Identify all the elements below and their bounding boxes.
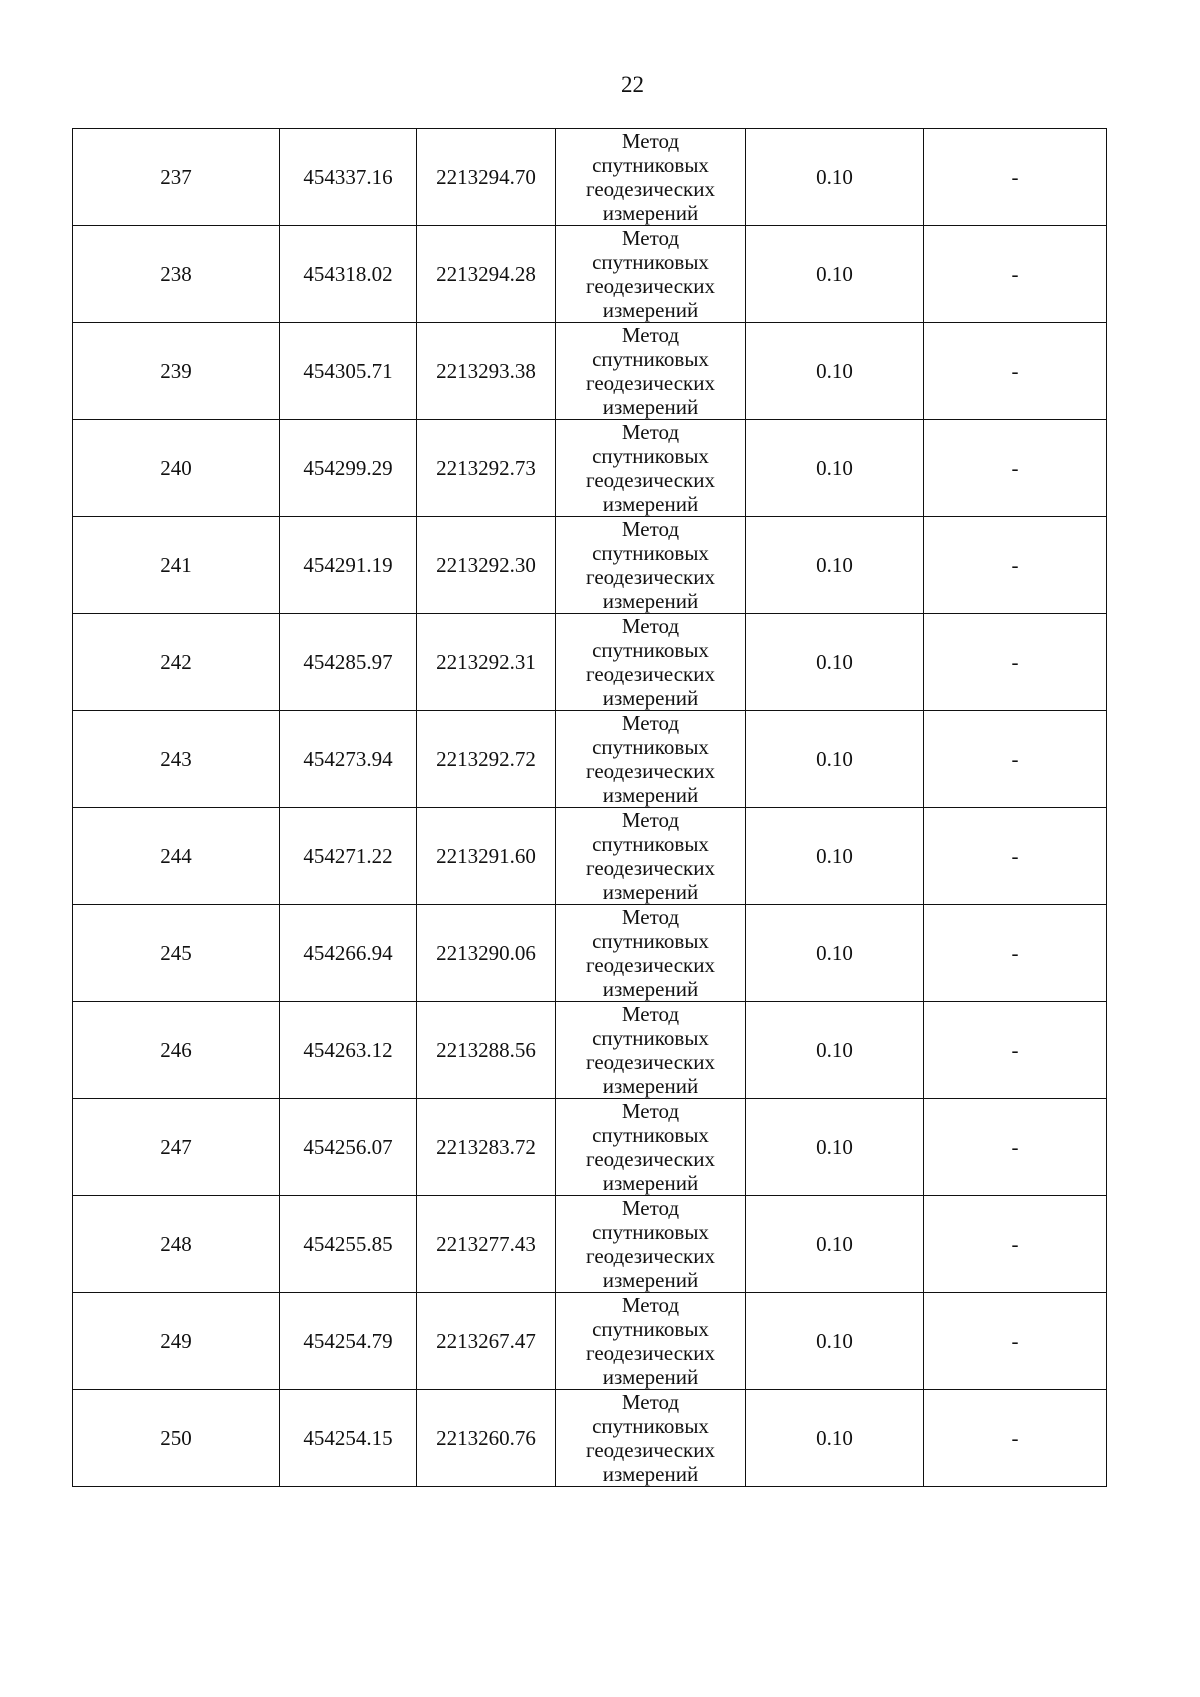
x-coordinate-cell: 454337.16 xyxy=(280,129,417,226)
note-cell: - xyxy=(924,711,1107,808)
accuracy-cell: 0.10 xyxy=(746,711,924,808)
method-text-line: Метод xyxy=(621,1099,680,1123)
method-text-line: геодезических xyxy=(585,1244,715,1268)
method-text-line: геодезических xyxy=(585,856,715,880)
method-text-line: Метод xyxy=(621,711,680,735)
coordinates-table-body xyxy=(73,129,1107,1487)
x-coordinate-cell: 454263.12 xyxy=(280,1002,417,1099)
note-cell: - xyxy=(924,1293,1107,1390)
y-coordinate-cell: 2213288.56 xyxy=(417,1002,556,1099)
y-coordinate-cell: 2213292.30 xyxy=(417,517,556,614)
table-row xyxy=(73,1390,1107,1487)
method-cell xyxy=(556,226,746,323)
accuracy-cell: 0.10 xyxy=(746,129,924,226)
y-coordinate-cell: 2213283.72 xyxy=(417,1099,556,1196)
point-number-cell: 240 xyxy=(73,420,280,517)
accuracy-cell: 0.10 xyxy=(746,323,924,420)
method-text-line: измерений xyxy=(602,589,699,613)
method-text-line: Метод xyxy=(621,517,680,541)
method-cell xyxy=(556,517,746,614)
note-cell: - xyxy=(924,323,1107,420)
y-coordinate-cell: 2213293.38 xyxy=(417,323,556,420)
method-text-line: геодезических xyxy=(585,759,715,783)
method-text-line: измерений xyxy=(602,298,699,322)
method-text-line: спутниковых xyxy=(592,1123,709,1147)
x-coordinate-cell: 454255.85 xyxy=(280,1196,417,1293)
y-coordinate-cell: 2213294.70 xyxy=(417,129,556,226)
note-cell: - xyxy=(924,517,1107,614)
table-row xyxy=(73,129,1107,226)
point-number-cell: 250 xyxy=(73,1390,280,1487)
method-cell xyxy=(556,129,746,226)
point-number-cell: 243 xyxy=(73,711,280,808)
table-row xyxy=(73,905,1107,1002)
y-coordinate-cell: 2213294.28 xyxy=(417,226,556,323)
method-cell xyxy=(556,420,746,517)
method-cell xyxy=(556,1390,746,1487)
y-coordinate-cell: 2213292.73 xyxy=(417,420,556,517)
method-text-line: спутниковых xyxy=(592,1026,709,1050)
x-coordinate-cell: 454273.94 xyxy=(280,711,417,808)
y-coordinate-cell: 2213277.43 xyxy=(417,1196,556,1293)
method-cell xyxy=(556,1196,746,1293)
method-text-line: измерений xyxy=(602,686,699,710)
accuracy-cell: 0.10 xyxy=(746,1002,924,1099)
note-cell: - xyxy=(924,808,1107,905)
method-text-line: Метод xyxy=(621,1002,680,1026)
point-number-cell: 248 xyxy=(73,1196,280,1293)
point-number-cell: 245 xyxy=(73,905,280,1002)
method-text-line: Метод xyxy=(621,1390,680,1414)
x-coordinate-cell: 454285.97 xyxy=(280,614,417,711)
method-text-line: спутниковых xyxy=(592,153,709,177)
point-number-cell: 238 xyxy=(73,226,280,323)
method-text-line: Метод xyxy=(621,905,680,929)
method-cell xyxy=(556,614,746,711)
point-number-cell: 247 xyxy=(73,1099,280,1196)
method-text-line: геодезических xyxy=(585,565,715,589)
table-row xyxy=(73,614,1107,711)
y-coordinate-cell: 2213292.72 xyxy=(417,711,556,808)
method-text-line: геодезических xyxy=(585,468,715,492)
x-coordinate-cell: 454256.07 xyxy=(280,1099,417,1196)
method-text-line: Метод xyxy=(621,1196,680,1220)
method-cell xyxy=(556,1293,746,1390)
x-coordinate-cell: 454291.19 xyxy=(280,517,417,614)
method-cell xyxy=(556,808,746,905)
method-text-line: Метод xyxy=(621,226,680,250)
method-text-line: геодезических xyxy=(585,662,715,686)
point-number-cell: 241 xyxy=(73,517,280,614)
x-coordinate-cell: 454254.79 xyxy=(280,1293,417,1390)
note-cell: - xyxy=(924,614,1107,711)
table-row xyxy=(73,420,1107,517)
table-row xyxy=(73,711,1107,808)
method-text-line: геодезических xyxy=(585,274,715,298)
note-cell: - xyxy=(924,1002,1107,1099)
method-text-line: Метод xyxy=(621,129,680,153)
method-text-line: геодезических xyxy=(585,1050,715,1074)
note-cell: - xyxy=(924,1196,1107,1293)
accuracy-cell: 0.10 xyxy=(746,1196,924,1293)
point-number-cell: 239 xyxy=(73,323,280,420)
table-row xyxy=(73,323,1107,420)
method-text-line: Метод xyxy=(621,614,680,638)
coordinates-table xyxy=(72,128,1107,1487)
accuracy-cell: 0.10 xyxy=(746,226,924,323)
method-text-line: измерений xyxy=(602,977,699,1001)
point-number-cell: 249 xyxy=(73,1293,280,1390)
y-coordinate-cell: 2213290.06 xyxy=(417,905,556,1002)
note-cell: - xyxy=(924,226,1107,323)
method-text-line: Метод xyxy=(621,323,680,347)
method-text-line: геодезических xyxy=(585,1147,715,1171)
point-number-cell: 237 xyxy=(73,129,280,226)
method-text-line: измерений xyxy=(602,1074,699,1098)
table-row xyxy=(73,517,1107,614)
method-text-line: спутниковых xyxy=(592,444,709,468)
note-cell: - xyxy=(924,1390,1107,1487)
note-cell: - xyxy=(924,129,1107,226)
method-text-line: Метод xyxy=(621,1293,680,1317)
table-row xyxy=(73,1099,1107,1196)
accuracy-cell: 0.10 xyxy=(746,808,924,905)
method-text-line: измерений xyxy=(602,492,699,516)
method-text-line: измерений xyxy=(602,880,699,904)
method-text-line: геодезических xyxy=(585,177,715,201)
accuracy-cell: 0.10 xyxy=(746,614,924,711)
accuracy-cell: 0.10 xyxy=(746,905,924,1002)
method-cell xyxy=(556,1002,746,1099)
x-coordinate-cell: 454271.22 xyxy=(280,808,417,905)
method-text-line: измерений xyxy=(602,1171,699,1195)
method-text-line: спутниковых xyxy=(592,929,709,953)
note-cell: - xyxy=(924,420,1107,517)
method-cell xyxy=(556,1099,746,1196)
accuracy-cell: 0.10 xyxy=(746,1390,924,1487)
method-cell xyxy=(556,711,746,808)
x-coordinate-cell: 454254.15 xyxy=(280,1390,417,1487)
point-number-cell: 246 xyxy=(73,1002,280,1099)
method-text-line: спутниковых xyxy=(592,638,709,662)
page-number: 22 xyxy=(621,72,644,97)
table-row xyxy=(73,226,1107,323)
method-text-line: спутниковых xyxy=(592,832,709,856)
accuracy-cell: 0.10 xyxy=(746,420,924,517)
y-coordinate-cell: 2213267.47 xyxy=(417,1293,556,1390)
y-coordinate-cell: 2213260.76 xyxy=(417,1390,556,1487)
method-text-line: спутниковых xyxy=(592,735,709,759)
table-row xyxy=(73,1196,1107,1293)
method-text-line: спутниковых xyxy=(592,347,709,371)
method-text-line: измерений xyxy=(602,201,699,225)
method-text-line: измерений xyxy=(602,1462,699,1486)
table-row xyxy=(73,1002,1107,1099)
method-text-line: геодезических xyxy=(585,953,715,977)
x-coordinate-cell: 454305.71 xyxy=(280,323,417,420)
method-text-line: геодезических xyxy=(585,371,715,395)
method-text-line: геодезических xyxy=(585,1341,715,1365)
method-text-line: спутниковых xyxy=(592,1220,709,1244)
x-coordinate-cell: 454318.02 xyxy=(280,226,417,323)
note-cell: - xyxy=(924,1099,1107,1196)
method-text-line: измерений xyxy=(602,395,699,419)
method-text-line: спутниковых xyxy=(592,541,709,565)
method-cell xyxy=(556,323,746,420)
method-text-line: измерений xyxy=(602,783,699,807)
point-number-cell: 242 xyxy=(73,614,280,711)
method-text-line: спутниковых xyxy=(592,250,709,274)
point-number-cell: 244 xyxy=(73,808,280,905)
table-row xyxy=(73,808,1107,905)
y-coordinate-cell: 2213291.60 xyxy=(417,808,556,905)
method-text-line: геодезических xyxy=(585,1438,715,1462)
method-text-line: спутниковых xyxy=(592,1414,709,1438)
x-coordinate-cell: 454266.94 xyxy=(280,905,417,1002)
method-text-line: Метод xyxy=(621,808,680,832)
accuracy-cell: 0.10 xyxy=(746,1293,924,1390)
accuracy-cell: 0.10 xyxy=(746,517,924,614)
method-text-line: измерений xyxy=(602,1365,699,1389)
accuracy-cell: 0.10 xyxy=(746,1099,924,1196)
x-coordinate-cell: 454299.29 xyxy=(280,420,417,517)
y-coordinate-cell: 2213292.31 xyxy=(417,614,556,711)
table-row xyxy=(73,1293,1107,1390)
method-text-line: спутниковых xyxy=(592,1317,709,1341)
method-cell xyxy=(556,905,746,1002)
method-text-line: Метод xyxy=(621,420,680,444)
method-text-line: измерений xyxy=(602,1268,699,1292)
note-cell: - xyxy=(924,905,1107,1002)
